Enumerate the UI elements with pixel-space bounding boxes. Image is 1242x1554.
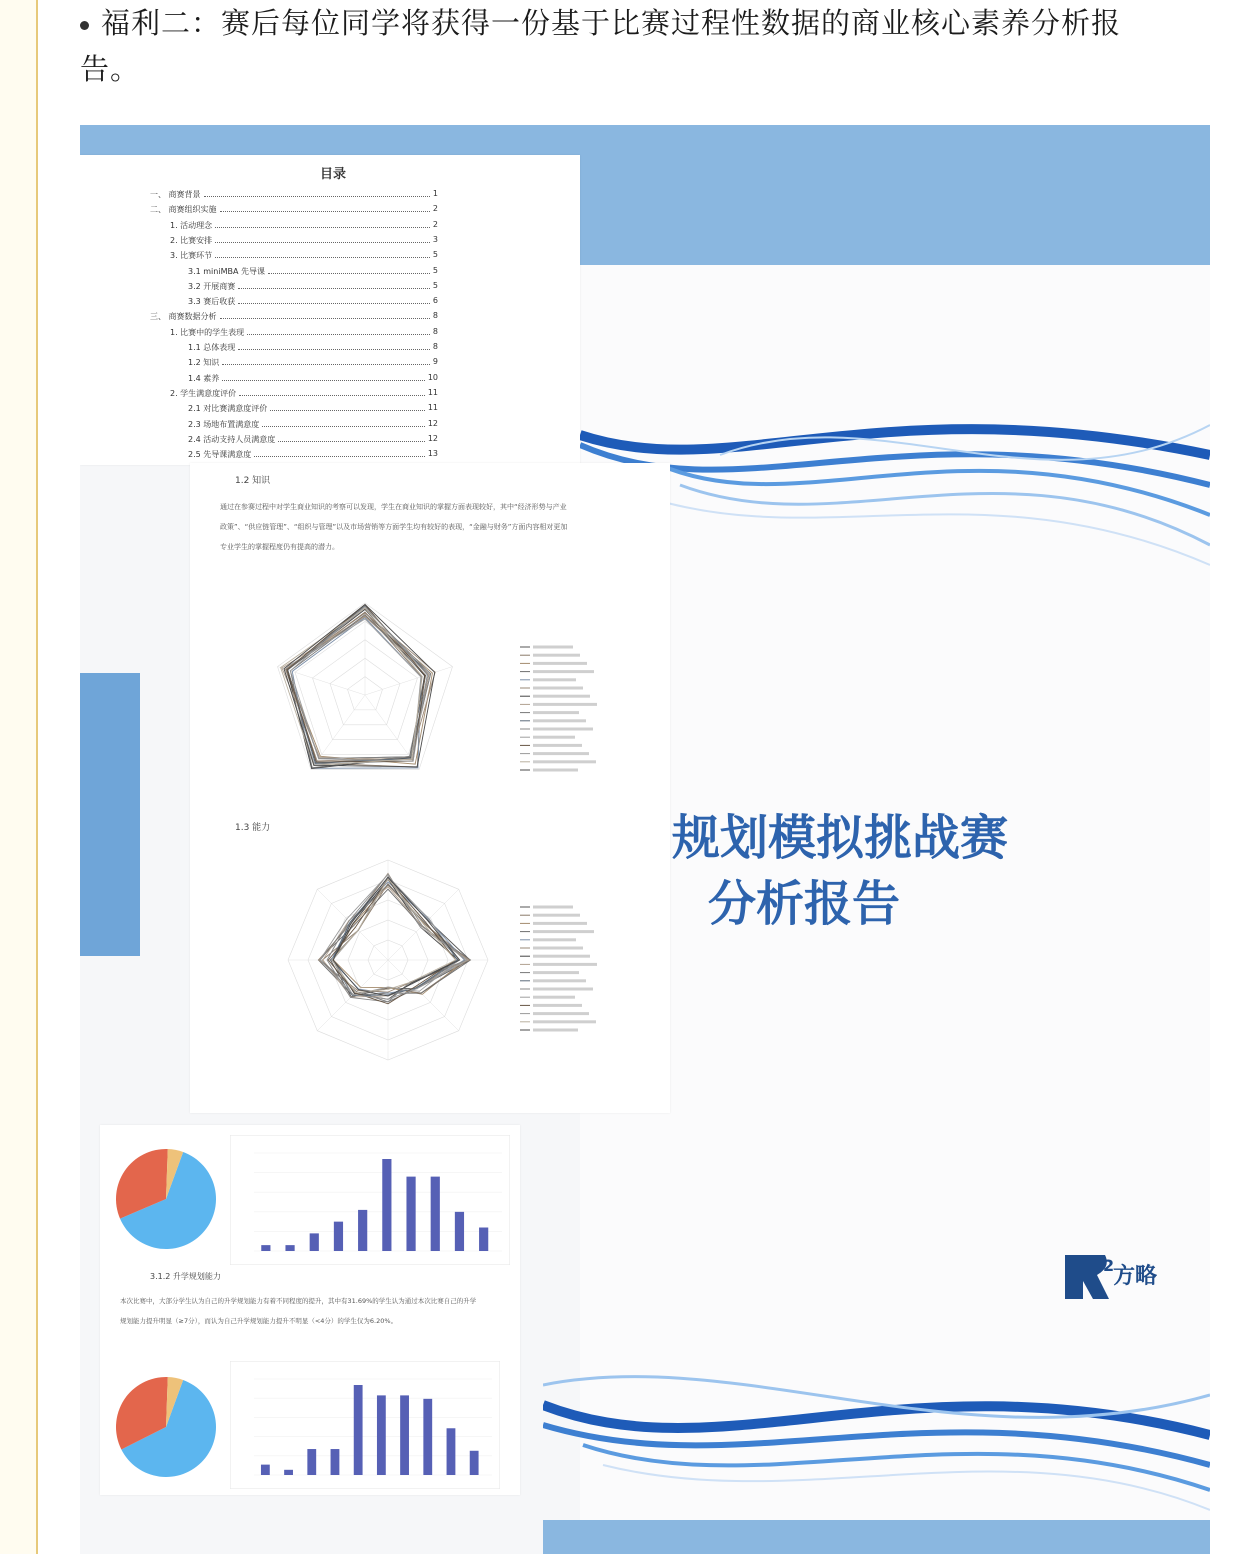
radar-chart-ability <box>270 848 510 1078</box>
toc-title: 目录 <box>320 167 347 182</box>
toc-row-page: 2 <box>432 204 438 214</box>
radar-legend-ability <box>520 903 610 1043</box>
toc-row-label: 1.1 总体表现 <box>188 343 236 352</box>
legend-label <box>533 1020 596 1023</box>
legend-label <box>533 914 580 917</box>
toc-row <box>188 403 438 414</box>
radar-legend-knowledge <box>520 643 610 783</box>
bar <box>377 1395 386 1475</box>
toc-row <box>188 434 438 445</box>
toc-row-label: 2. 比赛安排 <box>170 235 213 245</box>
toc-row <box>188 266 438 277</box>
toc-row-page: 5 <box>432 250 438 260</box>
bar <box>423 1399 432 1475</box>
wave-graphic-bottom <box>543 1325 1210 1515</box>
legend-label <box>533 719 586 722</box>
toc-row <box>170 235 438 246</box>
legend-label <box>533 662 587 665</box>
bar <box>284 1470 293 1475</box>
legend-label <box>533 963 597 966</box>
bar-chart-1 <box>230 1135 510 1265</box>
bar <box>470 1451 479 1475</box>
section-planning-heading: 3.1.2 升学规划能力 <box>150 1272 221 1281</box>
bar <box>261 1245 270 1251</box>
legend-label <box>533 752 589 755</box>
toc-row <box>150 311 438 322</box>
legend-label <box>533 930 594 933</box>
toc-row-page: 3 <box>432 234 438 244</box>
toc-row-page: 11 <box>427 403 438 413</box>
toc-row-label: 2.4 活动支持人员满意度 <box>188 434 276 444</box>
toc-row-page: 6 <box>432 296 438 306</box>
legend-label <box>533 938 576 941</box>
legend-label <box>533 687 583 690</box>
bar <box>455 1212 464 1251</box>
toc-row-label: 3.1 miniMBA 先导课 <box>188 266 265 276</box>
knowledge-paragraph: 通过在参赛过程中对学生商业知识的考察可以发现，学生在商业知识的掌握方面表现较好，其中“经济形势与产业政策”、“供应链管理”、“组织与管理”以及市场营销等方面学生均有较好的表现，“金融与财务”方面内容相对更加专业学生的掌握程度仍有提高的潜力。 <box>220 503 568 551</box>
toc-row <box>170 388 438 399</box>
benefit-text-line2: 告。 <box>80 52 141 86</box>
cover-bottom-band <box>543 1520 1210 1554</box>
legend-label <box>533 947 583 950</box>
bar <box>447 1428 456 1475</box>
benefit-bullet <box>80 0 1220 92</box>
toc-row-page: 9 <box>432 357 438 367</box>
legend-label <box>533 971 579 974</box>
toc-row-page: 11 <box>427 387 438 397</box>
bar-chart-2 <box>230 1361 500 1489</box>
toc-row-label: 2. 学生满意度评价 <box>170 388 237 398</box>
bullet-icon <box>80 21 89 30</box>
toc-row-page: 12 <box>427 418 438 428</box>
legend-label <box>533 1004 582 1007</box>
bar <box>400 1395 409 1475</box>
bar <box>261 1465 270 1475</box>
toc-row-page: 8 <box>432 311 438 321</box>
section-ability-heading: 1.3 能力 <box>235 823 271 833</box>
cover-title-line2: 分析报告 <box>708 876 901 932</box>
legend-label <box>533 1012 589 1015</box>
toc-row-page: 2 <box>432 219 438 229</box>
bar <box>354 1385 363 1475</box>
toc-row-label: 三、 商赛数据分析 <box>150 312 217 322</box>
toc-row-label: 1. 比赛中的学生表现 <box>170 327 245 337</box>
toc-row-label: 1.4 素养 <box>188 373 220 383</box>
toc-row-label: 1.2 知识 <box>188 358 220 368</box>
toc-row <box>170 250 438 261</box>
bar <box>382 1159 391 1251</box>
toc-row <box>188 357 438 368</box>
radar-series <box>286 617 430 763</box>
toc-row-page: 1 <box>432 189 438 198</box>
toc-row <box>188 419 438 430</box>
planning-paragraph: 本次比赛中，大部分学生认为自己的升学规划能力有着不同程度的提升，其中有31.69%的学生认为通过本次比赛自己的升学规划能力提升明显（≥7分），而认为自己升学规划能力提升不明显（<4分）的学生仅为6.20%。 <box>120 1297 477 1325</box>
bar <box>310 1233 319 1251</box>
cover-title-line1: 规划模拟挑战赛 <box>672 810 1009 866</box>
legend-label <box>533 678 576 681</box>
toc-row <box>188 281 438 292</box>
legend-label <box>533 760 596 763</box>
toc-row-page: 8 <box>432 326 438 336</box>
toc-row <box>188 449 438 460</box>
toc-row <box>150 189 438 200</box>
legend-label <box>533 769 578 772</box>
toc-row-label: 2.1 对比赛满意度评价 <box>188 404 268 414</box>
logo-text: 方略 <box>1113 1264 1158 1289</box>
bar <box>358 1210 367 1251</box>
pie-chart-2 <box>106 1365 226 1485</box>
legend-label <box>533 744 582 747</box>
bar <box>334 1222 343 1251</box>
toc-row-label: 一、 商赛背景 <box>150 190 201 199</box>
report-photo <box>80 125 1210 1554</box>
cover-side-band <box>80 673 140 956</box>
charts-page <box>100 1125 520 1495</box>
legend-label <box>533 955 590 958</box>
knowledge-page <box>190 463 670 1113</box>
benefit-text-line1: 福利二：赛后每位同学将获得一份基于比赛过程性数据的商业核心素养分析报 <box>101 6 1122 40</box>
toc-row-page: 12 <box>427 433 438 443</box>
toc-row <box>188 342 438 353</box>
bar <box>307 1449 316 1475</box>
bar <box>331 1449 340 1475</box>
chart-frame <box>230 1361 500 1489</box>
legend-label <box>533 906 573 909</box>
article-content <box>38 0 1242 1554</box>
legend-label <box>533 979 586 982</box>
legend-label <box>533 670 594 673</box>
bar <box>406 1177 415 1251</box>
logo-mark: 2 <box>1103 1256 1115 1275</box>
toc-row-label: 2.3 场地布置满意度 <box>188 419 260 429</box>
toc-row-label: 3.2 开展商赛 <box>188 281 236 291</box>
legend-label <box>533 711 579 714</box>
pie-chart-1 <box>106 1137 226 1257</box>
legend-label <box>533 728 593 731</box>
bar <box>431 1177 440 1251</box>
toc-row <box>150 204 438 215</box>
radar-series <box>286 616 432 764</box>
cover-title <box>672 805 1008 937</box>
radar-chart-knowledge <box>260 583 470 803</box>
toc-row-label: 3. 比赛环节 <box>170 251 213 261</box>
legend-label <box>533 736 575 739</box>
wave-graphic-top <box>580 395 1210 595</box>
radar-series <box>284 619 421 764</box>
legend-label <box>533 654 580 657</box>
toc-page <box>80 155 580 465</box>
legend-label <box>533 988 593 991</box>
toc-row-label: 1. 活动理念 <box>170 220 213 230</box>
toc-row-label: 3.3 赛后收获 <box>188 297 236 307</box>
toc-row-page: 8 <box>432 342 438 351</box>
toc-row-page: 10 <box>427 372 438 382</box>
toc-row <box>188 373 438 384</box>
toc-row-label: 二、 商赛组织实施 <box>150 205 217 215</box>
toc-row-page: 5 <box>432 280 438 290</box>
toc-row <box>188 296 438 307</box>
section-knowledge-heading: 1.2 知识 <box>235 476 271 486</box>
legend-label <box>533 703 597 706</box>
bar <box>479 1228 488 1251</box>
legend-label <box>533 996 575 999</box>
toc-row <box>170 220 438 231</box>
radar-axis <box>365 667 452 695</box>
legend-label <box>533 922 587 925</box>
legend-label <box>533 646 573 649</box>
bar <box>285 1245 294 1251</box>
chart-frame <box>230 1135 510 1265</box>
toc-row-label: 2.5 先导课满意度 <box>188 450 252 460</box>
radar-series <box>290 607 427 762</box>
legend-label <box>533 695 590 698</box>
toc-row <box>170 327 438 338</box>
toc-row-page: 5 <box>432 265 438 275</box>
legend-label <box>533 1029 578 1032</box>
toc-row-page: 13 <box>427 449 438 459</box>
